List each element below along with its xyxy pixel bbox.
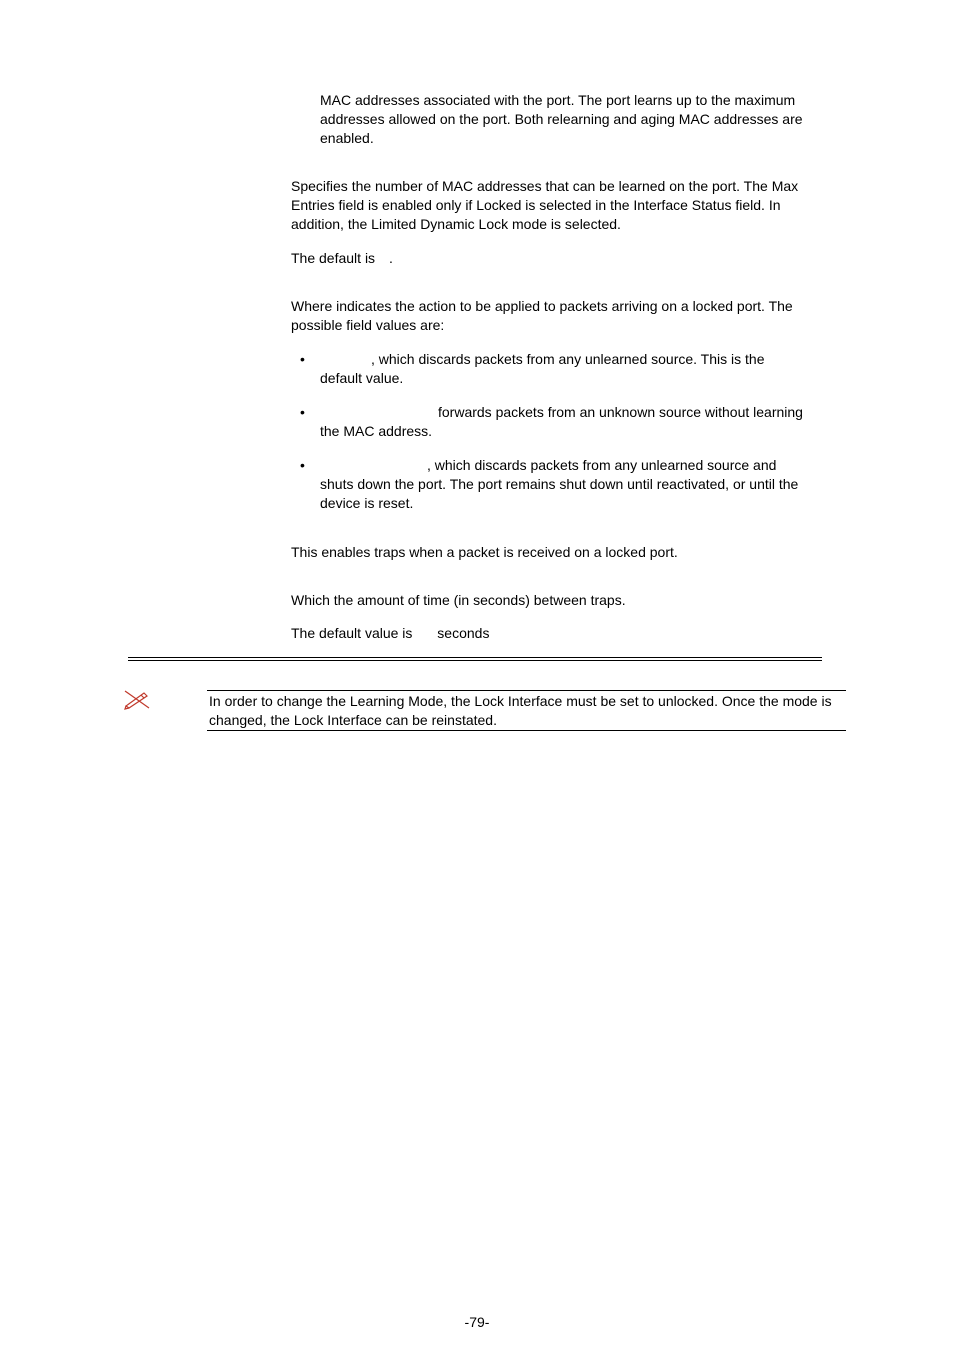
text-line: Specifies the number of MAC addresses that can be learned on the port. The Max xyxy=(291,178,799,194)
learning-mode-description xyxy=(320,91,803,148)
text-line: addresses allowed on the port. Both relearning and aging MAC addresses are xyxy=(320,111,803,127)
bullet-text: forwards packets from an unknown source without learning xyxy=(438,404,803,420)
bullet-text: , which discards packets from any unlearned source and xyxy=(427,457,777,473)
max-entries-description xyxy=(291,177,798,234)
trap-description: This enables traps when a packet is received on a locked port. xyxy=(291,544,678,560)
text-line: In order to change the Learning Mode, the Lock Interface must be set to unlocked. Once the mode is xyxy=(209,693,832,709)
table-bottom-rule xyxy=(128,660,822,661)
text-line: Entries field is enabled only if Locked is selected in the Interface Status field. In xyxy=(291,197,781,213)
bullet-text: default value. xyxy=(320,370,404,386)
bullet-text: the MAC address. xyxy=(320,423,433,439)
max-entries-default xyxy=(291,249,393,268)
page-number: -79- xyxy=(464,1314,490,1330)
note-text xyxy=(209,692,849,730)
bullet-text: device is reset. xyxy=(320,495,414,511)
default-prefix: The default is xyxy=(291,250,376,266)
bullet-item-forward xyxy=(320,403,840,441)
text-line: addition, the Limited Dynamic Lock mode is selected. xyxy=(291,216,621,232)
trap-frequency-default xyxy=(291,624,489,643)
default-suffix: . xyxy=(388,250,393,266)
action-description xyxy=(291,297,793,335)
bullet-icon: • xyxy=(300,351,305,367)
pencil-icon xyxy=(122,688,152,710)
bullet-icon: • xyxy=(300,457,305,473)
note-bottom-rule xyxy=(207,730,846,731)
default-suffix: seconds xyxy=(437,625,490,641)
text-line: Where indicates the action to be applied to packets arriving on a locked port. The xyxy=(291,298,793,314)
text-line: changed, the Lock Interface can be reinstated. xyxy=(209,712,497,728)
bullet-text: shuts down the port. The port remains shut down until reactivated, or until the xyxy=(320,476,799,492)
note-top-rule xyxy=(207,690,846,691)
trap-frequency-description: Which the amount of time (in seconds) between traps. xyxy=(291,592,626,608)
table-bottom-rule xyxy=(128,657,822,658)
bullet-icon: • xyxy=(300,404,305,420)
text-line: MAC addresses associated with the port. The port learns up to the maximum xyxy=(320,92,796,108)
bullet-item-shutdown xyxy=(320,456,840,513)
text-line: enabled. xyxy=(320,130,374,146)
text-line: possible field values are: xyxy=(291,317,445,333)
bullet-item-discard xyxy=(320,350,840,388)
default-prefix: The default value is xyxy=(291,625,413,641)
bullet-text: , which discards packets from any unlearned source. This is the xyxy=(371,351,765,367)
